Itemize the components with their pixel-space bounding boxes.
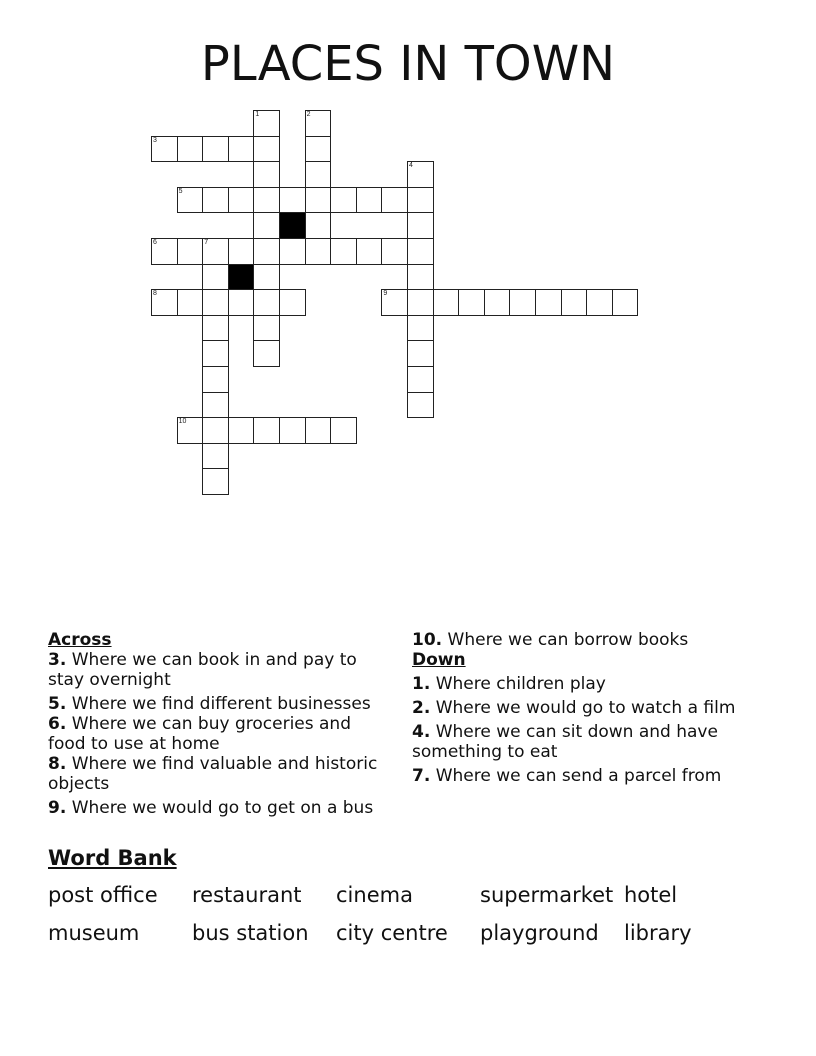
clue-text: Where we find valuable and historic objects xyxy=(48,754,378,794)
grid-cell[interactable] xyxy=(202,289,229,316)
word-bank-item: city centre xyxy=(336,921,448,945)
grid-cell[interactable] xyxy=(279,289,306,316)
clue-text: Where we would go to watch a film xyxy=(430,698,736,718)
word-bank xyxy=(48,882,768,946)
grid-cell[interactable] xyxy=(407,392,434,419)
grid-cell[interactable] xyxy=(228,289,255,316)
grid-cell[interactable] xyxy=(407,212,434,239)
across-heading: Across xyxy=(48,630,112,650)
grid-cell[interactable] xyxy=(305,212,332,239)
word-bank-item: cinema xyxy=(336,883,413,907)
grid-cell[interactable] xyxy=(407,340,434,367)
grid-cell[interactable] xyxy=(305,417,332,444)
clue-across-8 xyxy=(48,754,393,794)
word-bank-item: playground xyxy=(480,921,599,945)
grid-cell[interactable] xyxy=(202,366,229,393)
grid-cell[interactable] xyxy=(253,289,280,316)
clue-number-label: 9 xyxy=(383,290,388,298)
grid-cell[interactable] xyxy=(612,289,639,316)
grid-cell[interactable] xyxy=(305,238,332,265)
grid-cell[interactable] xyxy=(151,238,178,265)
grid-cell[interactable] xyxy=(253,187,280,214)
clue-number: 4. xyxy=(412,722,431,742)
grid-cell-black xyxy=(279,212,306,239)
grid-cell[interactable] xyxy=(177,417,204,444)
grid-cell[interactable] xyxy=(177,289,204,316)
page-title: PLACES IN TOWN xyxy=(200,36,616,92)
grid-cell[interactable] xyxy=(356,187,383,214)
grid-cell[interactable] xyxy=(305,161,332,188)
grid-cell[interactable] xyxy=(202,392,229,419)
grid-cell[interactable] xyxy=(279,187,306,214)
clue-down-1 xyxy=(412,674,772,694)
clue-text: Where we can buy groceries and food to use at home xyxy=(48,714,351,754)
grid-cell[interactable] xyxy=(202,468,229,495)
clue-number: 9. xyxy=(48,798,67,818)
grid-cell[interactable] xyxy=(253,238,280,265)
grid-cell[interactable] xyxy=(202,443,229,470)
grid-cell[interactable] xyxy=(253,264,280,291)
grid-cell[interactable] xyxy=(330,417,357,444)
grid-cell[interactable] xyxy=(228,417,255,444)
grid-cell[interactable] xyxy=(407,315,434,342)
grid-cell[interactable] xyxy=(202,136,229,163)
grid-cell[interactable] xyxy=(305,136,332,163)
grid-cell[interactable] xyxy=(151,289,178,316)
clues-left-column xyxy=(48,630,393,818)
grid-cell[interactable] xyxy=(253,212,280,239)
grid-cell[interactable] xyxy=(177,136,204,163)
grid-cell[interactable] xyxy=(561,289,588,316)
grid-cell[interactable] xyxy=(253,417,280,444)
grid-cell[interactable] xyxy=(202,340,229,367)
clue-across-6 xyxy=(48,714,393,754)
grid-cell[interactable] xyxy=(253,110,280,137)
clue-text: Where we can book in and pay to stay overnight xyxy=(48,650,357,690)
clue-number-label: 4 xyxy=(409,162,413,170)
clue-text: Where children play xyxy=(430,674,606,694)
grid-cell[interactable] xyxy=(381,238,408,265)
grid-cell[interactable] xyxy=(305,187,332,214)
grid-cell[interactable] xyxy=(458,289,485,316)
clue-number: 2. xyxy=(412,698,431,718)
grid-cell[interactable] xyxy=(253,315,280,342)
clue-number-label: 8 xyxy=(153,290,157,298)
clue-number: 5. xyxy=(48,694,67,714)
grid-cell[interactable] xyxy=(253,136,280,163)
grid-cell[interactable] xyxy=(202,315,229,342)
word-bank-item: library xyxy=(624,921,692,945)
grid-cell[interactable] xyxy=(407,264,434,291)
word-bank-item: post office xyxy=(48,883,158,907)
grid-cell[interactable] xyxy=(279,417,306,444)
grid-cell[interactable] xyxy=(305,110,332,137)
grid-cell[interactable] xyxy=(381,187,408,214)
grid-cell[interactable] xyxy=(228,136,255,163)
word-bank-title: Word Bank xyxy=(48,846,177,870)
grid-cell[interactable] xyxy=(330,238,357,265)
clue-down-7 xyxy=(412,766,772,786)
clue-number: 10. xyxy=(412,630,443,650)
grid-cell[interactable] xyxy=(202,417,229,444)
grid-cell[interactable] xyxy=(279,238,306,265)
word-bank-item: bus station xyxy=(192,921,309,945)
clue-down-2 xyxy=(412,698,772,718)
grid-cell[interactable] xyxy=(484,289,511,316)
clue-number-label: 2 xyxy=(306,111,311,118)
clue-number: 7. xyxy=(412,766,431,786)
clue-number-label: 7 xyxy=(204,239,209,246)
clue-number-label: 3 xyxy=(153,136,157,144)
clue-down-4 xyxy=(412,722,772,762)
clue-across-3 xyxy=(48,650,393,690)
grid-cell[interactable] xyxy=(407,161,434,188)
grid-cell[interactable] xyxy=(407,238,434,265)
word-bank-item: restaurant xyxy=(192,883,302,907)
grid-cell-black xyxy=(228,264,255,291)
grid-cell[interactable] xyxy=(356,238,383,265)
word-bank-item: hotel xyxy=(624,883,678,907)
grid-cell[interactable] xyxy=(177,187,204,214)
grid-cell[interactable] xyxy=(228,238,255,265)
clue-text: Where we can sit down and have something to eat xyxy=(412,722,718,762)
clue-text: Where we would go to get on a bus xyxy=(66,798,374,818)
word-bank-item: supermarket xyxy=(480,883,614,907)
clue-across-10 xyxy=(412,630,772,650)
grid-cell[interactable] xyxy=(535,289,562,316)
grid-cell[interactable] xyxy=(509,289,536,316)
grid-cell[interactable] xyxy=(330,187,357,214)
grid-cell[interactable] xyxy=(407,187,434,214)
word-bank-item: museum xyxy=(48,921,140,945)
grid-cell[interactable] xyxy=(407,289,434,316)
grid-cell[interactable] xyxy=(407,366,434,393)
grid-cell[interactable] xyxy=(433,289,460,316)
grid-cell[interactable] xyxy=(202,264,229,291)
clue-across-5 xyxy=(48,694,393,714)
clue-number: 6. xyxy=(48,714,67,734)
clue-number-label: 6 xyxy=(153,239,157,246)
grid-cell[interactable] xyxy=(253,340,280,367)
clue-number-label: 10 xyxy=(178,418,187,426)
clue-text: Where we can send a parcel from xyxy=(430,766,722,786)
clue-text: Where we can borrow books xyxy=(442,630,689,650)
clue-text: Where we find different businesses xyxy=(66,694,371,714)
clue-across-9 xyxy=(48,798,393,818)
grid-cell[interactable] xyxy=(202,187,229,214)
clue-number-label: 1 xyxy=(255,111,260,118)
clue-number: 3. xyxy=(48,650,67,670)
grid-cell[interactable] xyxy=(151,136,178,163)
grid-cell[interactable] xyxy=(228,187,255,214)
clues-right-column xyxy=(412,630,772,786)
grid-cell[interactable] xyxy=(177,238,204,265)
clue-number-label: 5 xyxy=(178,187,183,195)
clue-number: 1. xyxy=(412,674,431,694)
grid-cell[interactable] xyxy=(381,289,408,316)
grid-cell[interactable] xyxy=(253,161,280,188)
clue-number: 8. xyxy=(48,754,67,774)
down-heading: Down xyxy=(412,650,466,670)
grid-cell[interactable] xyxy=(586,289,613,316)
grid-cell[interactable] xyxy=(202,238,229,265)
